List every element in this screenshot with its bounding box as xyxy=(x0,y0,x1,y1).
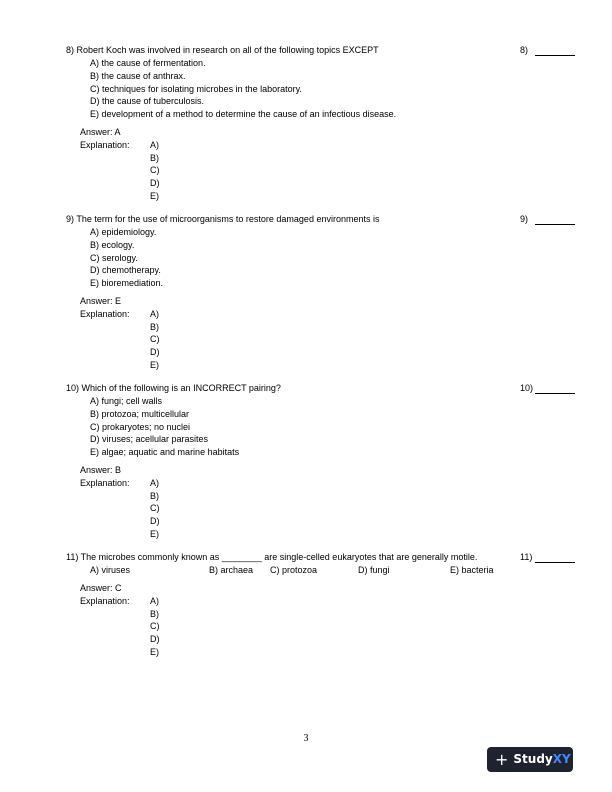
question-10 xyxy=(66,382,586,541)
question-9 xyxy=(66,213,586,372)
question-line xyxy=(66,44,586,57)
option: B) the cause of anthrax. xyxy=(90,70,186,81)
options-list xyxy=(66,226,586,290)
option: B) ecology. xyxy=(90,239,135,250)
explanation-letter: D) xyxy=(150,634,160,645)
question-stem: 9) The term for the use of microorganisms to restore damaged environments is xyxy=(66,214,380,224)
option: D) fungi xyxy=(358,565,390,575)
explanation-letters xyxy=(80,308,586,372)
explanation-label: Explanation: xyxy=(80,595,130,606)
explanation-letter: D) xyxy=(150,178,160,189)
explanation-letter: A) xyxy=(150,595,159,606)
options-row xyxy=(66,564,586,577)
question-line xyxy=(66,551,586,564)
option: E) bacteria xyxy=(450,565,494,575)
answer-number: 9) xyxy=(520,214,529,224)
answer-line: Answer: C xyxy=(80,583,122,593)
explanation-letter: B) xyxy=(150,490,159,501)
explanation xyxy=(66,477,586,541)
page-number: 3 xyxy=(303,733,309,744)
explanation-letter: C) xyxy=(150,503,160,514)
option: B) protozoa; multicellular xyxy=(90,408,190,419)
explanation-label: Explanation: xyxy=(80,477,130,488)
answer-line: Answer: B xyxy=(80,464,122,475)
studyxy-badge[interactable] xyxy=(487,747,573,772)
explanation-letter: C) xyxy=(150,165,160,176)
explanation-letters xyxy=(80,595,586,659)
explanation-letter: D) xyxy=(150,516,160,527)
explanation-letter: E) xyxy=(150,190,159,201)
explanation-label: Explanation: xyxy=(80,308,130,319)
explanation-letter: A) xyxy=(150,139,159,150)
answer-blank xyxy=(535,393,575,394)
explanation xyxy=(66,139,586,203)
answer-blank xyxy=(535,562,575,563)
question-stem: 8) Robert Koch was involved in research on all of the following topics EXCEPT xyxy=(66,45,379,55)
answer-number: 10) xyxy=(520,383,534,393)
option: B) archaea xyxy=(209,565,254,575)
option: E) bioremediation. xyxy=(90,278,164,289)
question-stem: 11) The microbes commonly known as ________ are single-celled eukaryotes that are generally motile. xyxy=(66,552,478,562)
option: C) techniques for isolating microbes in the laboratory. xyxy=(90,83,302,94)
option: D) viruses; acellular parasites xyxy=(90,434,209,445)
option: C) protozoa xyxy=(270,565,318,575)
explanation-letter: C) xyxy=(150,334,160,345)
option: C) prokaryotes; no nuclei xyxy=(90,421,191,432)
option: A) the cause of fermentation. xyxy=(90,58,206,68)
brand-prefix: Study xyxy=(513,752,553,767)
explanation-label: Explanation: xyxy=(80,139,130,150)
explanation-letter: B) xyxy=(150,608,159,619)
explanation-letter: B) xyxy=(150,152,159,163)
answer-blank xyxy=(535,224,575,225)
option: D) the cause of tuberculosis. xyxy=(90,96,205,107)
question-line xyxy=(66,382,586,395)
option: A) viruses xyxy=(90,565,131,575)
explanation xyxy=(66,308,586,372)
explanation-letter: C) xyxy=(150,621,160,632)
question-8 xyxy=(66,44,586,203)
option: E) development of a method to determine the cause of an infectious disease. xyxy=(90,109,397,120)
option: A) fungi; cell walls xyxy=(90,396,163,406)
explanation-letters xyxy=(80,139,586,203)
question-line xyxy=(66,213,586,226)
answer-line: Answer: E xyxy=(80,295,122,306)
explanation-letter: B) xyxy=(150,321,159,332)
explanation xyxy=(66,595,586,659)
answer-number: 8) xyxy=(520,45,529,55)
explanation-letter: D) xyxy=(150,347,160,358)
question-11 xyxy=(66,551,586,659)
explanation-letter: E) xyxy=(150,528,159,539)
answer-blank xyxy=(535,55,575,56)
explanation-letter: A) xyxy=(150,308,159,319)
answer-line: Answer: A xyxy=(80,126,121,137)
explanation-letter: E) xyxy=(150,359,159,370)
plus-icon: + xyxy=(495,749,509,769)
explanation-letter: A) xyxy=(150,477,159,488)
explanation-letters xyxy=(80,477,586,541)
options-list xyxy=(66,57,586,121)
brand-suffix: XY xyxy=(552,752,571,767)
options-list xyxy=(66,395,586,459)
question-stem: 10) Which of the following is an INCORRECT pairing? xyxy=(66,383,281,393)
answer-number: 11) xyxy=(520,552,533,562)
option: C) serology. xyxy=(90,252,138,263)
option: E) algae; aquatic and marine habitats xyxy=(90,447,240,458)
option: A) epidemiology. xyxy=(90,227,157,237)
option: D) chemotherapy. xyxy=(90,265,161,276)
explanation-letter: E) xyxy=(150,646,159,657)
